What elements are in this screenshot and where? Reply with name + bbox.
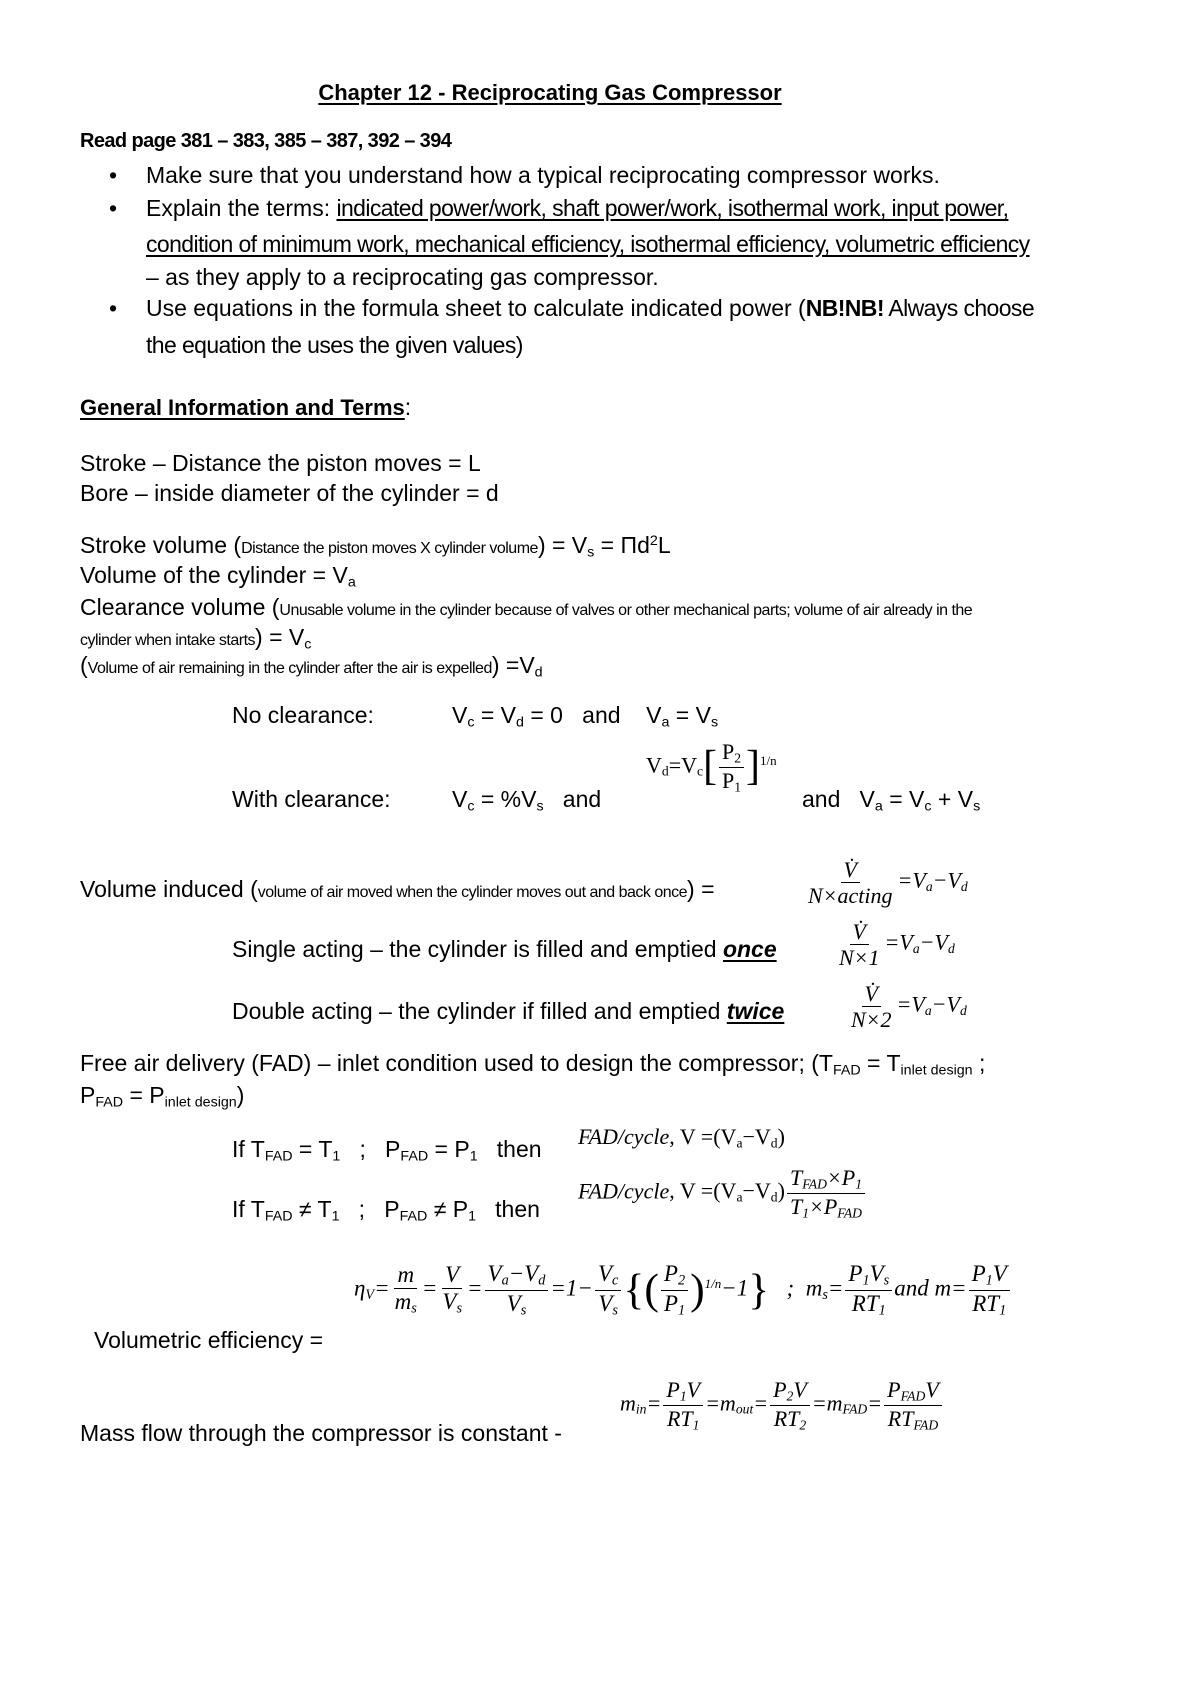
fad-line-2	[80, 1082, 244, 1111]
bullet-2	[80, 195, 1008, 222]
bullet-3-pre: Use equations in the formula sheet to calculate indicated power (	[146, 295, 806, 321]
page-title	[0, 80, 1100, 106]
no-clearance-label: No clearance:	[232, 702, 374, 728]
stroke-volume-eq: ) = V	[537, 532, 588, 558]
single-acting-text: Single acting – the cylinder is filled and emptied	[232, 936, 723, 962]
with-clearance-eq: $V_c = \%V_s$ and	[452, 786, 602, 815]
fad-line1-end: ;	[972, 1050, 986, 1076]
fad-line1-mid: = T	[860, 1050, 901, 1076]
volume-induced	[80, 876, 715, 903]
bullet-2-terms-line2	[146, 231, 1030, 258]
term-stroke: Stroke – Distance the piston moves = L	[80, 450, 481, 476]
term-stroke-volume: Stroke volume (Distance the piston moves X cylinder volume) = $V_s = \Pi d^2L$	[80, 532, 671, 561]
bullet-1-text: Make sure that you understand how a typical reciprocating compressor works.	[146, 162, 940, 188]
fad-line-1	[80, 1050, 985, 1079]
vol-eff-label: Volumetric efficiency =	[94, 1327, 324, 1353]
double-acting-twice: twice	[726, 998, 785, 1024]
fad-line1-text: Free air delivery (FAD) – inlet condition used to design the compressor; (T	[80, 1050, 833, 1076]
bullet-dot-icon: •	[108, 295, 118, 321]
term-bore: Bore – inside diameter of the cylinder = d	[80, 480, 499, 506]
mass-flow-label: Mass flow through the compressor is constant -	[80, 1420, 562, 1446]
fad-if-equal: If $T_{FAD} = T_1$ ; $P_{FAD} = P_1$ then	[232, 1136, 542, 1165]
read-pages: Read page 381 – 383, 385 – 387, 392 – 394	[80, 130, 452, 152]
fad-inlet-sub: inlet design	[900, 1062, 973, 1079]
fad-if2: If T	[232, 1196, 265, 1222]
remaining-volume-open: (	[80, 652, 88, 678]
section-heading	[80, 394, 411, 421]
bullet-2-pre: Explain the terms:	[146, 195, 337, 221]
bullet-3	[80, 295, 1034, 322]
term-remaining-volume: (Volume of air remaining in the cylinder after the air is expelled) $=V_d$	[80, 652, 543, 681]
bullet-dot-icon: •	[108, 162, 118, 188]
fad-line2-p: P	[80, 1082, 96, 1108]
volume-induced-formula: $\frac{V̇}{\text{N×acting}}$ $=V_a-V_d$	[808, 857, 968, 909]
vd-formula: $V_d=V_c$[ $\frac{P_2}{P_1}$ ]$^{1/n}$	[646, 739, 777, 795]
double-acting-text: Double acting – the cylinder if filled and emptied	[232, 998, 727, 1024]
no-clearance-eq: $V_c = V_d = 0$ and $V_a = V_s$	[452, 702, 719, 731]
fad-line2-sub2: inlet design	[164, 1094, 237, 1111]
clearance-volume-eq: ) = V	[255, 624, 305, 650]
clearance-volume-note-2: cylinder when intake starts	[80, 632, 256, 649]
fad-cycle-label-1: FAD/cycle	[578, 1124, 670, 1149]
bullet-3-rest-2: the equation the uses the given values	[146, 332, 516, 358]
fad-then1: then	[496, 1136, 542, 1162]
single-acting	[232, 936, 777, 963]
fad-line2-mid: = P	[123, 1082, 165, 1108]
fad-if1: If T	[232, 1136, 265, 1162]
bullet-3-rest-1: Always choose	[883, 295, 1035, 321]
double-acting-formula: $\frac{V̇}{N\times 2}$ $=V_a-V_d$	[851, 981, 967, 1033]
mass-flow-formula: $m_{in}=$ $\frac{P_1V}{RT_1}$ $=m_{out}=$ $\frac{P_2V}{RT_2}$ $=m_{FAD}=$ $\frac{P_{FAD}V}{RT_{FAD}}$	[620, 1378, 944, 1432]
fad-cycle-label-2: FAD/cycle	[578, 1178, 670, 1204]
remaining-volume-eq: ) =V	[491, 652, 535, 678]
bullet-3-nb: NB!NB!	[805, 295, 884, 321]
stroke-volume-label: Stroke volume (	[80, 532, 242, 558]
va-formula: and $V_a = V_c + V_s$	[802, 786, 981, 815]
term-clearance-volume	[80, 594, 972, 621]
fad-sub: FAD	[832, 1062, 861, 1079]
volume-induced-note: volume of air moved when the cylinder moves out and back once	[257, 884, 688, 901]
clearance-volume-note-1: Unusable volume in the cylinder because of valves or other mechanical parts; volume of air already in the	[279, 602, 973, 619]
fad-cycle-formula-1: FAD/cycle, $V =(V_a-V_d)$	[578, 1124, 785, 1151]
fad-cycle-formula-2: FAD/cycle, $V =(V_a-V_d)$ $\frac{T_{FAD}\times P_1}{T_1\times P_{FAD}}$	[578, 1166, 867, 1220]
va-and: and	[802, 786, 841, 812]
volume-induced-label: Volume induced (	[80, 876, 258, 902]
bullet-2-post: – as they apply to a reciprocating gas compressor.	[146, 264, 659, 290]
fad-line2-end: )	[236, 1082, 245, 1108]
bullet-1	[80, 162, 940, 189]
volume-induced-eq: ) =	[687, 876, 715, 902]
bullet-2-terms-1: indicated power/work, shaft power/work, isothermal work, input power,	[336, 195, 1009, 221]
page-title-text: Chapter 12 - Reciprocating Gas Compressor	[318, 80, 782, 105]
with-clearance-and: and	[562, 786, 602, 812]
bullet-3-close: )	[515, 332, 524, 358]
fad-line2-sub1: FAD	[95, 1094, 124, 1111]
bullet-3-line2	[146, 332, 523, 359]
stroke-volume-eq3: L	[657, 532, 671, 558]
no-clearance-v1: V	[452, 702, 468, 728]
with-clearance-label: With clearance:	[232, 786, 391, 812]
cylinder-volume-text: Volume of the cylinder = V	[80, 562, 348, 588]
single-acting-once: once	[722, 936, 777, 962]
remaining-volume-note: Volume of air remaining in the cylinder after the air is expelled	[87, 660, 492, 677]
stroke-volume-note: Distance the piston moves X cylinder volume	[241, 540, 538, 557]
double-acting	[232, 998, 784, 1025]
fad-then2: then	[495, 1196, 540, 1222]
section-heading-text: General Information and Terms	[80, 395, 405, 420]
fad-if-not-equal: If $T_{FAD} \ne T_1$ ; $P_{FAD} \ne P_1$ then	[232, 1196, 540, 1225]
with-clearance-v: V	[452, 786, 468, 812]
term-clearance-volume-line2: cylinder when intake starts) = $V_c$	[80, 624, 312, 653]
stroke-volume-eq2: = Πd	[594, 532, 650, 558]
clearance-volume-label: Clearance volume (	[80, 594, 280, 620]
single-acting-formula: $\frac{V̇}{N\times 1}$ $=V_a-V_d$	[839, 919, 955, 971]
term-cylinder-volume: Volume of the cylinder = $V_a$	[80, 562, 356, 591]
vol-eff-formula: $\eta_V=$ $\frac{m}{m_s}$ = $\frac{V}{V_s}$ = $\frac{V_a-V_d}{V_s}$ =1− $\frac{V_c}{V_s}$ {( $\frac{P_2}{P_1}$ )$^{1/n}$−1} ; $m_s=$ $\frac{P_1V_s}{RT_1}$ and m= $\frac{P_1V}{RT_1}$	[354, 1262, 1012, 1318]
section-colon: :	[404, 394, 412, 420]
bullet-dot-icon: •	[108, 195, 118, 221]
no-clearance-and: and	[582, 702, 621, 728]
bullet-2-terms-2: condition of minimum work, mechanical efficiency, isothermal efficiency, volumetric efficiency	[146, 231, 1030, 257]
